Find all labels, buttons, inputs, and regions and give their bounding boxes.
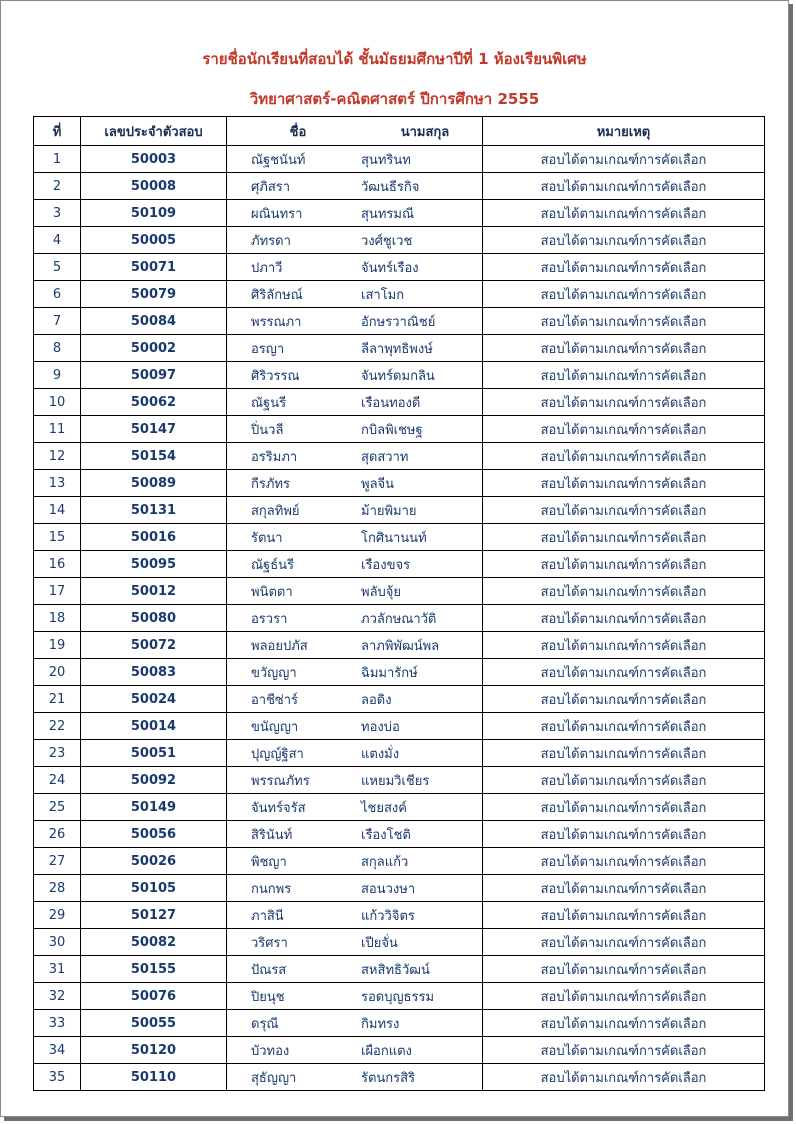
first-name: ปิ่นวลี bbox=[251, 422, 284, 438]
remark: สอบได้ตามเกณฑ์การคัดเลือก bbox=[483, 740, 765, 767]
exam-id: 50147 bbox=[81, 416, 227, 443]
row-number: 8 bbox=[34, 335, 81, 362]
exam-id: 50056 bbox=[81, 821, 227, 848]
first-name: ขนัญญา bbox=[251, 719, 299, 735]
student-name bbox=[227, 551, 483, 578]
row-number: 14 bbox=[34, 497, 81, 524]
row-number: 23 bbox=[34, 740, 81, 767]
first-name: พิชญา bbox=[251, 854, 287, 870]
student-name bbox=[227, 686, 483, 713]
row-number: 33 bbox=[34, 1010, 81, 1037]
first-name: สุธัญญา bbox=[251, 1070, 297, 1086]
last-name: รอดบุญธรรม bbox=[361, 989, 435, 1005]
remark: สอบได้ตามเกณฑ์การคัดเลือก bbox=[483, 1064, 765, 1091]
student-name bbox=[227, 632, 483, 659]
remark: สอบได้ตามเกณฑ์การคัดเลือก bbox=[483, 362, 765, 389]
remark: สอบได้ตามเกณฑ์การคัดเลือก bbox=[483, 470, 765, 497]
last-name: พูลจีน bbox=[361, 476, 395, 492]
first-name: อรริมภา bbox=[251, 449, 298, 465]
exam-id: 50082 bbox=[81, 929, 227, 956]
remark: สอบได้ตามเกณฑ์การคัดเลือก bbox=[483, 416, 765, 443]
remark: สอบได้ตามเกณฑ์การคัดเลือก bbox=[483, 659, 765, 686]
row-number: 6 bbox=[34, 281, 81, 308]
header-no: ที่ bbox=[34, 117, 81, 146]
last-name: เสาโมก bbox=[361, 287, 405, 303]
exam-id: 50105 bbox=[81, 875, 227, 902]
student-name bbox=[227, 173, 483, 200]
table-row bbox=[34, 929, 765, 956]
table-row bbox=[34, 524, 765, 551]
exam-id: 50084 bbox=[81, 308, 227, 335]
table-row bbox=[34, 308, 765, 335]
table-row bbox=[34, 362, 765, 389]
last-name: สหสิทธิวัฒน์ bbox=[361, 962, 430, 978]
student-name bbox=[227, 794, 483, 821]
table-row bbox=[34, 578, 765, 605]
student-name bbox=[227, 821, 483, 848]
table-body bbox=[34, 146, 765, 1091]
row-number: 27 bbox=[34, 848, 81, 875]
first-name: พรรณภัทร bbox=[251, 773, 310, 789]
first-name: พลอยปภัส bbox=[251, 638, 308, 654]
first-name: ศิริลักษณ์ bbox=[251, 287, 303, 303]
table-row bbox=[34, 470, 765, 497]
row-number: 31 bbox=[34, 956, 81, 983]
exam-id: 50120 bbox=[81, 1037, 227, 1064]
remark: สอบได้ตามเกณฑ์การคัดเลือก bbox=[483, 1037, 765, 1064]
exam-id: 50005 bbox=[81, 227, 227, 254]
first-name: ผณินทรา bbox=[251, 206, 303, 222]
exam-id: 50072 bbox=[81, 632, 227, 659]
remark: สอบได้ตามเกณฑ์การคัดเลือก bbox=[483, 281, 765, 308]
first-name: สิรินันท์ bbox=[251, 827, 293, 843]
first-name: ณัฐธ์นรี bbox=[251, 557, 295, 573]
exam-id: 50095 bbox=[81, 551, 227, 578]
row-number: 16 bbox=[34, 551, 81, 578]
table-row bbox=[34, 956, 765, 983]
row-number: 11 bbox=[34, 416, 81, 443]
student-name bbox=[227, 308, 483, 335]
remark: สอบได้ตามเกณฑ์การคัดเลือก bbox=[483, 767, 765, 794]
student-name bbox=[227, 335, 483, 362]
row-number: 19 bbox=[34, 632, 81, 659]
table-header-row bbox=[34, 117, 765, 146]
table-row bbox=[34, 848, 765, 875]
first-name: ขวัญญา bbox=[251, 665, 297, 681]
last-name: อักษรวาณิชย์ bbox=[361, 314, 436, 330]
row-number: 13 bbox=[34, 470, 81, 497]
row-number: 32 bbox=[34, 983, 81, 1010]
last-name: สุดสวาท bbox=[361, 449, 409, 465]
row-number: 4 bbox=[34, 227, 81, 254]
table-row bbox=[34, 1064, 765, 1091]
remark: สอบได้ตามเกณฑ์การคัดเลือก bbox=[483, 524, 765, 551]
last-name: กิมทรง bbox=[361, 1016, 400, 1032]
student-name bbox=[227, 740, 483, 767]
student-name bbox=[227, 767, 483, 794]
remark: สอบได้ตามเกณฑ์การคัดเลือก bbox=[483, 902, 765, 929]
row-number: 10 bbox=[34, 389, 81, 416]
first-name: อรวรา bbox=[251, 611, 288, 627]
exam-id: 50131 bbox=[81, 497, 227, 524]
exam-id: 50089 bbox=[81, 470, 227, 497]
exam-id: 50079 bbox=[81, 281, 227, 308]
student-name bbox=[227, 1010, 483, 1037]
table-row bbox=[34, 794, 765, 821]
student-name bbox=[227, 389, 483, 416]
table-row bbox=[34, 983, 765, 1010]
last-name: ลีลาพุทธิพงษ์ bbox=[361, 341, 433, 357]
first-name: จันทร์จรัส bbox=[251, 800, 306, 816]
exam-id: 50014 bbox=[81, 713, 227, 740]
row-number: 20 bbox=[34, 659, 81, 686]
first-name: อาชีซ่าร์ bbox=[251, 692, 299, 708]
student-name bbox=[227, 875, 483, 902]
last-name: เรืองขจร bbox=[361, 557, 411, 573]
document-title: รายชื่อนักเรียนที่สอบได้ ชั้นมัธยมศึกษาปีที่ 1 ห้องเรียนพิเศษ bbox=[202, 50, 587, 68]
table-row bbox=[34, 389, 765, 416]
exam-id: 50062 bbox=[81, 389, 227, 416]
row-number: 34 bbox=[34, 1037, 81, 1064]
row-number: 17 bbox=[34, 578, 81, 605]
exam-id: 50080 bbox=[81, 605, 227, 632]
row-number: 29 bbox=[34, 902, 81, 929]
exam-id: 50127 bbox=[81, 902, 227, 929]
student-name bbox=[227, 497, 483, 524]
remark: สอบได้ตามเกณฑ์การคัดเลือก bbox=[483, 605, 765, 632]
table-row bbox=[34, 740, 765, 767]
exam-id: 50097 bbox=[81, 362, 227, 389]
first-name: รัตนา bbox=[251, 530, 283, 546]
exam-id: 50154 bbox=[81, 443, 227, 470]
table-row bbox=[34, 281, 765, 308]
first-name: อรญา bbox=[251, 341, 285, 357]
row-number: 22 bbox=[34, 713, 81, 740]
last-name: จันทร์ดมกลิน bbox=[361, 368, 435, 384]
row-number: 7 bbox=[34, 308, 81, 335]
exam-id: 50002 bbox=[81, 335, 227, 362]
first-name: ศุภิสรา bbox=[251, 179, 291, 195]
remark: สอบได้ตามเกณฑ์การคัดเลือก bbox=[483, 551, 765, 578]
first-name: ปภาวี bbox=[251, 260, 283, 276]
exam-id: 50012 bbox=[81, 578, 227, 605]
last-name: ไชยสงค์ bbox=[361, 800, 407, 816]
exam-id: 50109 bbox=[81, 200, 227, 227]
first-name: พรรณภา bbox=[251, 314, 302, 330]
remark: สอบได้ตามเกณฑ์การคัดเลือก bbox=[483, 983, 765, 1010]
remark: สอบได้ตามเกณฑ์การคัดเลือก bbox=[483, 794, 765, 821]
first-name: ภัทรดา bbox=[251, 233, 291, 249]
exam-id: 50149 bbox=[81, 794, 227, 821]
row-number: 26 bbox=[34, 821, 81, 848]
table-row bbox=[34, 713, 765, 740]
table-row bbox=[34, 227, 765, 254]
table-row bbox=[34, 551, 765, 578]
table-row bbox=[34, 875, 765, 902]
table-row bbox=[34, 173, 765, 200]
header-remark: หมายเหตุ bbox=[483, 117, 765, 146]
table-row bbox=[34, 1010, 765, 1037]
exam-id: 50024 bbox=[81, 686, 227, 713]
row-number: 5 bbox=[34, 254, 81, 281]
exam-id: 50026 bbox=[81, 848, 227, 875]
document-subtitle: วิทยาศาสตร์-คณิตศาสตร์ ปีการศึกษา 2555 bbox=[249, 90, 540, 108]
last-name: แหยมวิเชียร bbox=[361, 773, 430, 789]
remark: สอบได้ตามเกณฑ์การคัดเลือก bbox=[483, 254, 765, 281]
exam-id: 50051 bbox=[81, 740, 227, 767]
last-name: สุนทรมณี bbox=[361, 206, 415, 222]
last-name: ม้ายพิมาย bbox=[361, 503, 417, 519]
remark: สอบได้ตามเกณฑ์การคัดเลือก bbox=[483, 308, 765, 335]
exam-id: 50110 bbox=[81, 1064, 227, 1091]
student-name bbox=[227, 1064, 483, 1091]
table-row bbox=[34, 632, 765, 659]
student-name bbox=[227, 956, 483, 983]
remark: สอบได้ตามเกณฑ์การคัดเลือก bbox=[483, 227, 765, 254]
remark: สอบได้ตามเกณฑ์การคัดเลือก bbox=[483, 686, 765, 713]
last-name: จันทร์เรือง bbox=[361, 260, 419, 276]
last-name: ภวลักษณาวัติ bbox=[361, 611, 437, 627]
student-name bbox=[227, 713, 483, 740]
first-name: กนกพร bbox=[251, 881, 292, 897]
student-name bbox=[227, 254, 483, 281]
student-name bbox=[227, 929, 483, 956]
last-name: วงศ์ชูเวช bbox=[361, 233, 413, 249]
first-name: ปิยนุช bbox=[251, 989, 285, 1005]
last-name: วัฒนธีรกิจ bbox=[361, 179, 420, 195]
last-name: ทองบ่อ bbox=[361, 719, 400, 735]
remark: สอบได้ตามเกณฑ์การคัดเลือก bbox=[483, 173, 765, 200]
remark: สอบได้ตามเกณฑ์การคัดเลือก bbox=[483, 713, 765, 740]
exam-id: 50155 bbox=[81, 956, 227, 983]
row-number: 1 bbox=[34, 146, 81, 173]
header-name bbox=[227, 117, 483, 146]
first-name: ปุญญ์ฐิสา bbox=[251, 746, 304, 762]
remark: สอบได้ตามเกณฑ์การคัดเลือก bbox=[483, 848, 765, 875]
remark: สอบได้ตามเกณฑ์การคัดเลือก bbox=[483, 497, 765, 524]
first-name: ณัฐนรี bbox=[251, 395, 287, 411]
exam-id: 50071 bbox=[81, 254, 227, 281]
row-number: 2 bbox=[34, 173, 81, 200]
remark: สอบได้ตามเกณฑ์การคัดเลือก bbox=[483, 443, 765, 470]
first-name: พนิตตา bbox=[251, 584, 293, 600]
remark: สอบได้ตามเกณฑ์การคัดเลือก bbox=[483, 1010, 765, 1037]
remark: สอบได้ตามเกณฑ์การคัดเลือก bbox=[483, 578, 765, 605]
row-number: 9 bbox=[34, 362, 81, 389]
row-number: 15 bbox=[34, 524, 81, 551]
first-name: ภาสินี bbox=[251, 908, 284, 924]
student-name bbox=[227, 659, 483, 686]
table-row bbox=[34, 497, 765, 524]
table-row bbox=[34, 821, 765, 848]
table-row bbox=[34, 686, 765, 713]
header-first-name: ชื่อ bbox=[289, 124, 307, 140]
remark: สอบได้ตามเกณฑ์การคัดเลือก bbox=[483, 146, 765, 173]
last-name: โกศินานนท์ bbox=[361, 530, 427, 546]
table-row bbox=[34, 443, 765, 470]
first-name: บัวทอง bbox=[251, 1043, 290, 1059]
student-name bbox=[227, 524, 483, 551]
row-number: 18 bbox=[34, 605, 81, 632]
student-name bbox=[227, 605, 483, 632]
first-name: กีรภัทร bbox=[251, 476, 290, 492]
last-name: แก้ววิจิตร bbox=[361, 908, 415, 924]
first-name: สกุลทิพย์ bbox=[251, 503, 300, 519]
student-name bbox=[227, 362, 483, 389]
student-name bbox=[227, 902, 483, 929]
first-name: ดรุณี bbox=[251, 1016, 279, 1032]
exam-id: 50092 bbox=[81, 767, 227, 794]
student-name bbox=[227, 200, 483, 227]
table-row bbox=[34, 767, 765, 794]
remark: สอบได้ตามเกณฑ์การคัดเลือก bbox=[483, 875, 765, 902]
row-number: 21 bbox=[34, 686, 81, 713]
last-name: ฉิมมารักษ์ bbox=[361, 665, 418, 681]
student-name bbox=[227, 281, 483, 308]
row-number: 30 bbox=[34, 929, 81, 956]
first-name: ณัฐชนันท์ bbox=[251, 152, 306, 168]
remark: สอบได้ตามเกณฑ์การคัดเลือก bbox=[483, 200, 765, 227]
row-number: 12 bbox=[34, 443, 81, 470]
last-name: สอนวงษา bbox=[361, 881, 416, 897]
last-name: ลาภพิพัฒน์พล bbox=[361, 638, 440, 654]
exam-id: 50003 bbox=[81, 146, 227, 173]
last-name: เปียจั่น bbox=[361, 935, 398, 951]
last-name: เรือนทองดี bbox=[361, 395, 421, 411]
last-name: พลับจุ้ย bbox=[361, 584, 402, 600]
row-number: 3 bbox=[34, 200, 81, 227]
student-name bbox=[227, 443, 483, 470]
student-name bbox=[227, 470, 483, 497]
first-name: วริศรา bbox=[251, 935, 288, 951]
student-name bbox=[227, 983, 483, 1010]
last-name: สกุลแก้ว bbox=[361, 854, 409, 870]
exam-id: 50055 bbox=[81, 1010, 227, 1037]
table-row bbox=[34, 416, 765, 443]
row-number: 28 bbox=[34, 875, 81, 902]
last-name: เผือกแตง bbox=[361, 1043, 412, 1059]
remark: สอบได้ตามเกณฑ์การคัดเลือก bbox=[483, 632, 765, 659]
student-name bbox=[227, 146, 483, 173]
exam-id: 50076 bbox=[81, 983, 227, 1010]
last-name: เรืองโชติ bbox=[361, 827, 411, 843]
last-name: แตงมั่ง bbox=[361, 746, 400, 762]
student-name bbox=[227, 578, 483, 605]
table-row bbox=[34, 659, 765, 686]
table-row bbox=[34, 1037, 765, 1064]
last-name: กบิลพิเชษฐ bbox=[361, 422, 423, 438]
student-name bbox=[227, 227, 483, 254]
table-row bbox=[34, 335, 765, 362]
table-row bbox=[34, 200, 765, 227]
table-row bbox=[34, 902, 765, 929]
exam-id: 50016 bbox=[81, 524, 227, 551]
remark: สอบได้ตามเกณฑ์การคัดเลือก bbox=[483, 335, 765, 362]
remark: สอบได้ตามเกณฑ์การคัดเลือก bbox=[483, 821, 765, 848]
last-name: ลอดิง bbox=[361, 692, 392, 708]
header-exam-id: เลขประจำตัวสอบ bbox=[81, 117, 227, 146]
header-last-name: นามสกุล bbox=[400, 124, 450, 140]
last-name: สุนทรินท bbox=[361, 152, 411, 168]
first-name: ปัณรส bbox=[251, 962, 287, 978]
first-name: ศิริวรรณ bbox=[251, 368, 300, 384]
row-number: 35 bbox=[34, 1064, 81, 1091]
last-name: รัตนกรสิริ bbox=[361, 1070, 416, 1086]
student-name bbox=[227, 1037, 483, 1064]
exam-id: 50083 bbox=[81, 659, 227, 686]
student-list-table bbox=[33, 116, 765, 1091]
table-row bbox=[34, 254, 765, 281]
remark: สอบได้ตามเกณฑ์การคัดเลือก bbox=[483, 389, 765, 416]
row-number: 24 bbox=[34, 767, 81, 794]
table-row bbox=[34, 605, 765, 632]
exam-id: 50008 bbox=[81, 173, 227, 200]
remark: สอบได้ตามเกณฑ์การคัดเลือก bbox=[483, 929, 765, 956]
student-name bbox=[227, 416, 483, 443]
student-name bbox=[227, 848, 483, 875]
row-number: 25 bbox=[34, 794, 81, 821]
remark: สอบได้ตามเกณฑ์การคัดเลือก bbox=[483, 956, 765, 983]
table-row bbox=[34, 146, 765, 173]
